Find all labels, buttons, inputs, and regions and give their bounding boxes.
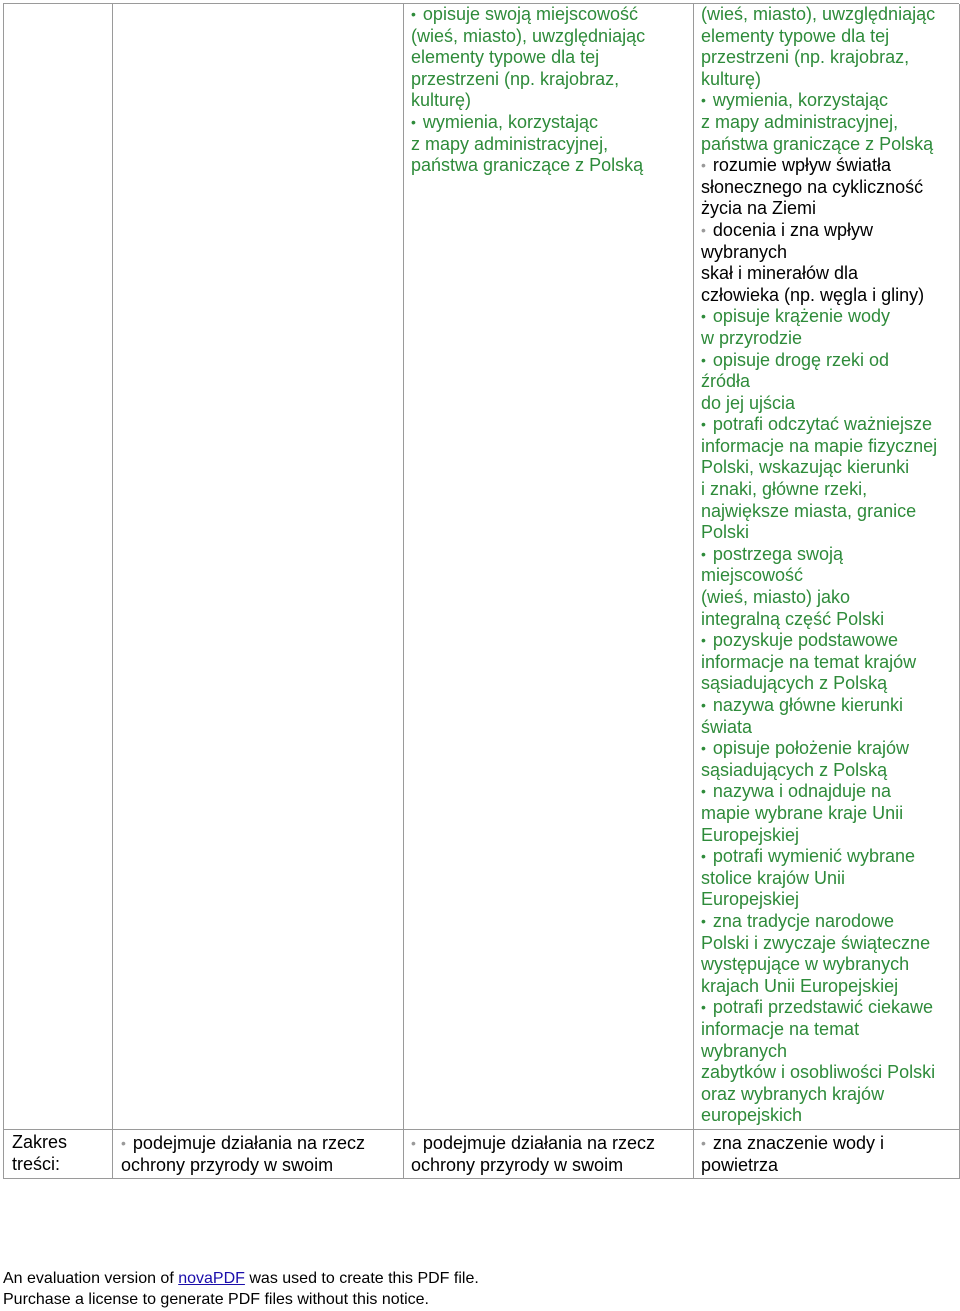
row-header-line: Zakres: [12, 1132, 68, 1152]
list-item: [701, 350, 937, 372]
list-item-text: słonecznego na cykliczność: [701, 176, 924, 197]
list-item-continuation: [701, 954, 937, 976]
list-item-continuation: [411, 155, 645, 177]
list-item-continuation: [701, 479, 937, 501]
bullet-icon: •: [701, 416, 706, 433]
list-item-text: źródła: [701, 371, 751, 392]
list-item-text: w przyrodzie: [701, 327, 803, 348]
list-item-text: zna tradycje narodowe: [712, 910, 895, 931]
list-item-text: opisuje swoją miejscowość: [422, 4, 639, 24]
list-item-continuation: [701, 198, 937, 220]
notice-text: An evaluation version of: [3, 1270, 179, 1287]
list-item-text: rozumie wpływ światła: [712, 155, 891, 176]
list-item-text: integralną część Polski: [701, 608, 885, 629]
bullet-icon: •: [701, 632, 706, 649]
list-item-continuation: [701, 69, 937, 91]
list-item-text: elementy typowe dla tej: [701, 25, 890, 46]
list-item-text: przestrzeni (np. krajobraz,: [701, 47, 910, 68]
list-item-text: wymienia, korzystając: [422, 111, 598, 132]
list-item-text: zabytków i osobliwości Polski: [701, 1062, 936, 1083]
list-item-text: skał i minerałów dla: [701, 263, 859, 284]
list-item-text: podejmuje działania na rzecz: [132, 1133, 366, 1153]
list-item-text: (wieś, miasto), uwzględniając: [411, 25, 646, 46]
list-item-text: świata: [701, 716, 753, 737]
list-item-continuation: [701, 673, 937, 695]
bullet-icon: •: [411, 113, 416, 130]
list-item-continuation: [701, 1084, 937, 1106]
list-item-text: do jej ujścia: [701, 392, 796, 413]
list-item-text: opisuje krążenie wody: [712, 306, 891, 327]
table-col-1: [113, 4, 404, 1179]
table-col-2: [404, 4, 694, 1179]
list-item-continuation: [701, 285, 937, 307]
list-item: [411, 112, 645, 134]
list-item-text: z mapy administracyjnej,: [701, 111, 899, 132]
list-item-continuation: [701, 760, 937, 782]
list-item-text: nazywa i odnajduje na: [712, 781, 892, 802]
list-item-continuation: [411, 47, 645, 69]
list-item-text: (wieś, miasto) jako: [701, 587, 851, 608]
list-item-text: podejmuje działania na rzecz: [422, 1133, 656, 1153]
bullet-icon: •: [701, 221, 706, 238]
list-item: [701, 781, 937, 803]
list-item-continuation: [701, 134, 937, 156]
list-item-continuation: [701, 26, 937, 48]
list-item-text: informacje na mapie fizycznej: [701, 435, 938, 456]
list-item-text: występujące w wybranych: [701, 954, 910, 975]
list-item-continuation: [701, 565, 937, 587]
bullet-icon: •: [701, 697, 706, 713]
col3-top-cell: [701, 4, 937, 1127]
list-item-continuation: [701, 371, 937, 393]
list-item-text: pozyskuje podstawowe: [712, 630, 899, 651]
list-item-text: Polski, wskazując kierunki: [701, 457, 910, 478]
col3-bottom-cell: [701, 1133, 884, 1176]
list-item-text: powietrza: [701, 1154, 779, 1175]
list-item: [701, 306, 937, 328]
list-item-continuation: [701, 263, 937, 285]
list-item-continuation: [701, 717, 937, 739]
list-item-text: kulturę): [701, 68, 762, 89]
list-item: [701, 911, 937, 933]
list-item-continuation: [701, 1105, 937, 1127]
list-item-text: informacje na temat krajów: [701, 651, 917, 672]
list-item-continuation: [701, 177, 937, 199]
list-item-continuation: [701, 47, 937, 69]
list-item-continuation: [701, 587, 937, 609]
list-item-text: państwa graniczące z Polską: [411, 155, 644, 176]
list-item: [701, 630, 937, 652]
list-item: [701, 155, 937, 177]
list-item-text: opisuje drogę rzeki od: [712, 349, 890, 370]
bullet-icon: •: [701, 545, 706, 562]
list-item-text: potrafi przedstawić ciekawe: [712, 997, 934, 1018]
list-item-continuation: [701, 501, 937, 523]
list-item-text: kulturę): [411, 90, 472, 111]
list-item-text: Polski: [701, 522, 750, 543]
list-item-continuation: [701, 609, 937, 631]
list-item-continuation: [701, 868, 937, 890]
bullet-icon: •: [701, 848, 706, 865]
list-item-text: największe miasta, granice: [701, 500, 917, 521]
list-item-continuation: [701, 1041, 937, 1063]
bullet-icon: •: [411, 6, 416, 22]
list-item-continuation: [701, 457, 937, 479]
list-item-continuation: [411, 26, 645, 48]
list-item-text: Europejskiej: [701, 824, 800, 845]
list-item-text: ochrony przyrody w swoim: [411, 1154, 624, 1175]
list-item-text: potrafi wymienić wybrane: [712, 846, 915, 867]
list-item-text: europejskich: [701, 1105, 803, 1126]
list-item-text: przestrzeni (np. krajobraz,: [411, 68, 620, 89]
col2-bottom-cell: [411, 1133, 655, 1176]
list-item-text: sąsiadujących z Polską: [701, 759, 888, 780]
list-item-text: Europejskiej: [701, 889, 800, 910]
bullet-icon: •: [701, 783, 706, 800]
row-divider: [4, 1129, 960, 1130]
list-item-text: informacje na temat: [701, 1018, 860, 1039]
table-col-header: [4, 4, 113, 1179]
list-item: [701, 90, 937, 112]
list-item-text: wybranych: [701, 241, 788, 262]
list-item: [701, 738, 937, 760]
list-item: [701, 695, 937, 717]
bullet-icon: •: [121, 1135, 126, 1151]
list-item-continuation: [411, 69, 645, 91]
list-item: [701, 220, 937, 242]
bullet-icon: •: [701, 912, 706, 929]
list-item-continuation: [411, 90, 645, 112]
evaluation-notice: [3, 1268, 479, 1310]
col1-bottom-cell: [121, 1133, 365, 1176]
list-item-text: wybranych: [701, 1040, 788, 1061]
list-item-text: krajach Unii Europejskiej: [701, 975, 899, 996]
list-item-continuation: [701, 393, 937, 415]
list-item-continuation: [701, 436, 937, 458]
list-item-continuation: [701, 1019, 937, 1041]
list-item-text: sąsiadujących z Polską: [701, 673, 888, 694]
bullet-icon: •: [701, 308, 706, 325]
list-item-continuation: [701, 112, 937, 134]
list-item-continuation: [701, 933, 937, 955]
list-item-text: postrzega swoją: [712, 543, 843, 564]
list-item-continuation: [701, 825, 937, 847]
list-item-text: (wieś, miasto), uwzględniając: [701, 4, 936, 24]
bullet-icon: •: [701, 351, 706, 368]
list-item-text: zna znaczenie wody i: [712, 1133, 885, 1153]
list-item-text: państwa graniczące z Polską: [701, 133, 934, 154]
list-item-continuation: [701, 522, 937, 544]
bullet-icon: •: [701, 157, 706, 174]
list-item-continuation: [701, 1062, 937, 1084]
list-item-text: Polski i zwyczaje świąteczne: [701, 932, 931, 953]
novapdf-link[interactable]: novaPDF: [178, 1270, 245, 1287]
list-item: [701, 997, 937, 1019]
list-item-text: mapie wybrane kraje Unii: [701, 802, 904, 823]
list-item-text: stolice krajów Unii: [701, 867, 846, 888]
bullet-icon: •: [411, 1135, 416, 1151]
list-item: [701, 846, 937, 868]
list-item-continuation: [701, 328, 937, 350]
list-item-text: opisuje położenie krajów: [712, 738, 910, 759]
list-item-continuation: [701, 889, 937, 911]
list-item-text: życia na Ziemi: [701, 198, 817, 219]
list-item-text: nazywa główne kierunki: [712, 695, 904, 715]
row-header-line: treści:: [12, 1153, 61, 1174]
list-item-text: i znaki, główne rzeki,: [701, 479, 868, 500]
bullet-icon: •: [701, 92, 706, 109]
list-item-text: potrafi odczytać ważniejsze: [712, 414, 933, 435]
list-item-continuation: [411, 134, 645, 156]
list-item-text: miejscowość: [701, 565, 804, 586]
list-item-continuation: [701, 242, 937, 264]
list-item: [411, 4, 645, 26]
list-item-continuation: [701, 976, 937, 998]
list-item-text: oraz wybranych krajów: [701, 1083, 885, 1104]
list-item-continuation: [701, 652, 937, 674]
list-item-continuation: [701, 803, 937, 825]
row-header-cell: [12, 1132, 67, 1175]
list-item-text: ochrony przyrody w swoim: [121, 1154, 334, 1175]
list-item-text: docenia i zna wpływ: [712, 219, 874, 240]
list-item: [701, 544, 937, 566]
list-item-text: elementy typowe dla tej: [411, 47, 600, 68]
list-item: [701, 414, 937, 436]
list-item-text: człowieka (np. węgla i gliny): [701, 284, 925, 305]
notice-text: Purchase a license to generate PDF files without this notice.: [3, 1291, 429, 1308]
bullet-icon: •: [701, 1135, 706, 1151]
notice-text: was used to create this PDF file.: [244, 1270, 479, 1287]
list-item-text: z mapy administracyjnej,: [411, 133, 609, 154]
bullet-icon: •: [701, 740, 706, 757]
bullet-icon: •: [701, 999, 706, 1016]
col2-top-cell: [411, 4, 645, 177]
list-item-text: wymienia, korzystając: [712, 90, 888, 111]
list-item-continuation: [701, 4, 937, 26]
